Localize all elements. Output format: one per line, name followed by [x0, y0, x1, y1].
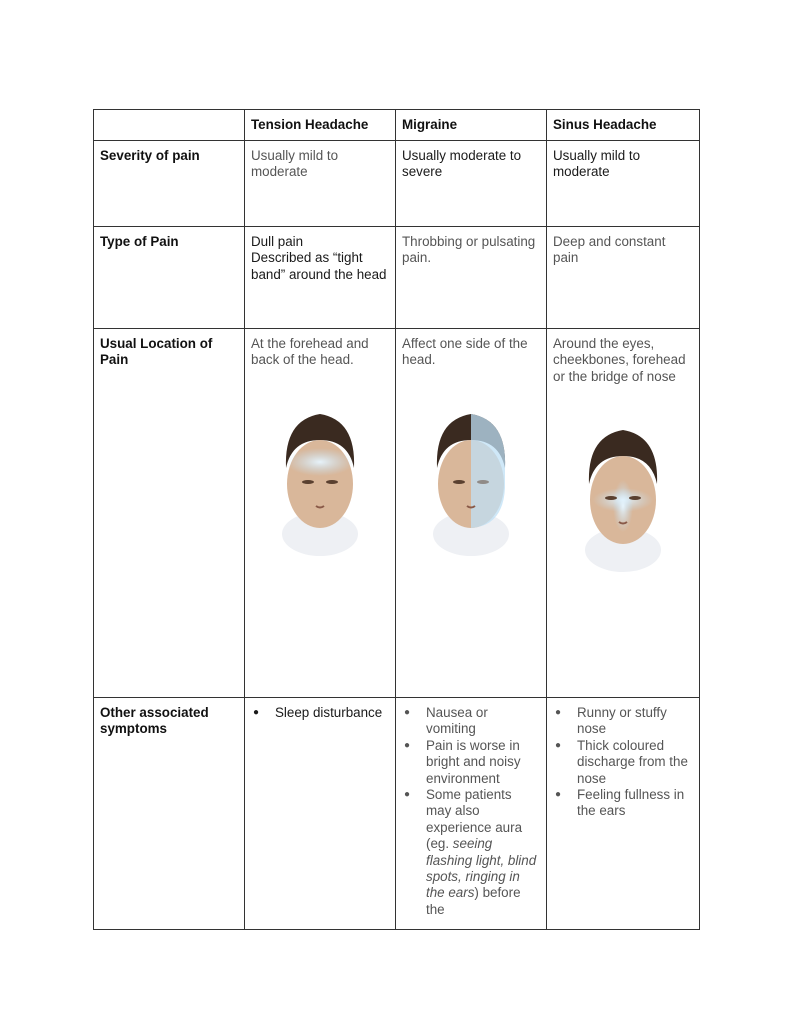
severity-tension: Usually mild to moderate — [245, 141, 396, 227]
type-tension-line-1: Dull pain — [251, 234, 304, 249]
aura-text-start: Some patients may also experience aura (eg. — [426, 787, 523, 852]
list-item: ● Pain is worse in bright and noisy environment — [402, 738, 540, 787]
symptoms-tension — [245, 698, 396, 930]
severity-row — [94, 141, 700, 227]
symptoms-migraine — [396, 698, 547, 930]
list-item: ● Runny or stuffy nose — [553, 705, 693, 738]
aura-examples: seeing flashing light, blind spots, ringing in the ears — [426, 836, 537, 901]
symptoms-label: Other associated symptoms — [94, 698, 245, 930]
symptoms-tension-list — [251, 705, 389, 721]
symptoms-row — [94, 698, 700, 930]
headache-comparison-table — [93, 109, 700, 930]
aura-text-end: ) before the — [426, 885, 521, 917]
location-tension-text: At the forehead and back of the head. — [251, 336, 369, 368]
type-tension — [245, 227, 396, 329]
list-item: ● Thick coloured discharge from the nose — [553, 738, 693, 787]
symptoms-sinus — [547, 698, 700, 930]
list-item: ● Feeling fullness in the ears — [553, 787, 693, 820]
header-empty — [94, 110, 245, 141]
location-migraine-text: Affect one side of the head. — [402, 336, 528, 368]
tension-headache-face-image — [272, 406, 368, 558]
type-migraine: Throbbing or pulsating pain. — [396, 227, 547, 329]
header-tension: Tension Headache — [245, 110, 396, 141]
severity-sinus: Usually mild to moderate — [547, 141, 700, 227]
location-label: Usual Location of Pain — [94, 329, 245, 698]
header-row — [94, 110, 700, 141]
type-tension-line-2: Described as “tight band” around the head — [251, 250, 387, 282]
list-item: ● Nausea or vomiting — [402, 705, 540, 738]
location-sinus — [547, 329, 700, 698]
severity-label: Severity of pain — [94, 141, 245, 227]
sinus-headache-face-image — [575, 422, 671, 574]
type-row — [94, 227, 700, 329]
location-sinus-text: Around the eyes, cheekbones, forehead or the bridge of nose — [553, 336, 686, 384]
location-row — [94, 329, 700, 698]
symptoms-sinus-list — [553, 705, 693, 820]
list-item: ● Sleep disturbance — [251, 705, 389, 721]
location-migraine — [396, 329, 547, 698]
severity-migraine: Usually moderate to severe — [396, 141, 547, 227]
location-tension — [245, 329, 396, 698]
header-migraine: Migraine — [396, 110, 547, 141]
header-sinus: Sinus Headache — [547, 110, 700, 141]
type-sinus: Deep and constant pain — [547, 227, 700, 329]
symptoms-migraine-list — [402, 705, 540, 918]
type-label: Type of Pain — [94, 227, 245, 329]
list-item — [402, 787, 540, 918]
migraine-face-image — [423, 406, 519, 558]
